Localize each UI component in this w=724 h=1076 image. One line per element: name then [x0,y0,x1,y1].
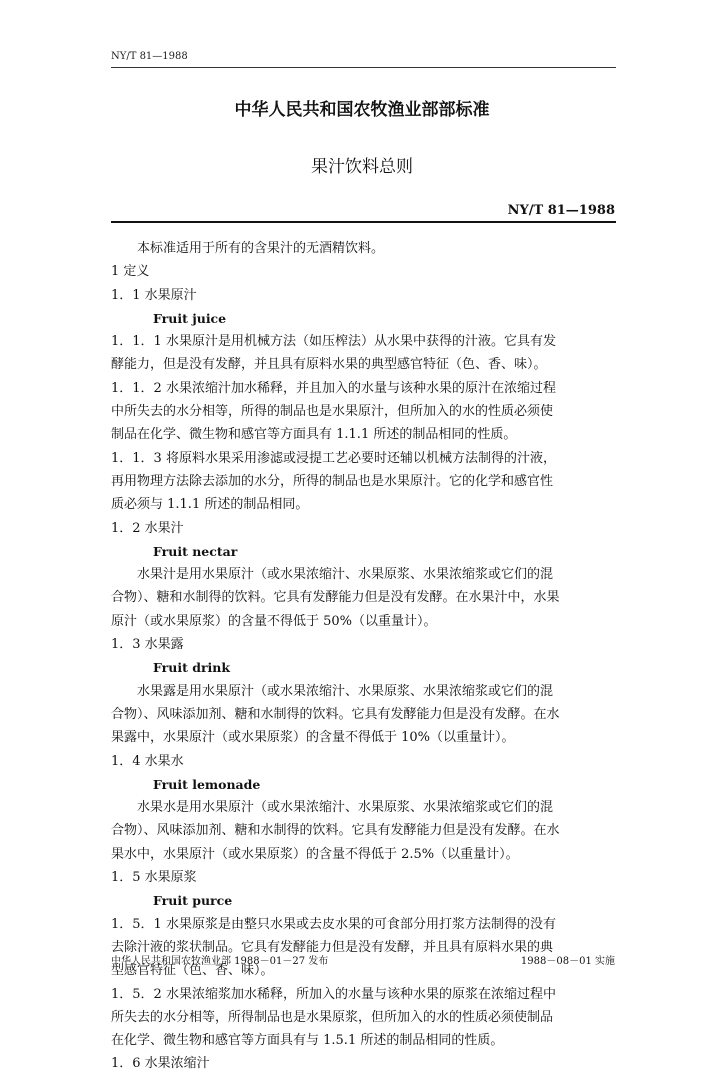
clause-line: 水果水是用水果原汁（或水果浓缩汁、水果原浆、水果浓缩浆或它们的混 [137,800,554,816]
english-term: Fruit lemonade [153,776,261,792]
clause-line: 水果汁是用水果原汁（或水果浓缩汁、水果原浆、水果浓缩浆或它们的混 [137,567,554,583]
running-head: NY/T 81—1988 [111,51,188,62]
header-divider [111,67,616,68]
clause-line: 合物）、风味添加剂、糖和水制得的饮料。它具有发酵能力但是没有发酵。在水 [111,706,560,722]
scope-paragraph: 本标准适用于所有的含果汁的无酒精饮料。 [137,241,385,256]
clause-line: 1．5．1 水果原浆是由整只水果或去皮水果的可食部分用打浆方法制得的没有 [111,916,556,932]
section-heading: 1 定义 [111,264,150,280]
title-divider [111,221,616,223]
clause-line: 合物）、糖和水制得的饮料。它具有发酵能力但是没有发酵。在水果汁中，水果 [111,590,560,606]
clause-line: 1．1．1 水果原汁是用机械方法（如压榨法）从水果中获得的汁液。它具有发 [111,334,556,350]
english-term: Fruit nectar [153,543,238,559]
issuing-authority-title: 中华人民共和国农牧渔业部部标准 [234,100,490,120]
standard-number: NY/T 81—1988 [507,203,615,218]
document-title: 果汁饮料总则 [311,157,413,177]
clause-line: 再用物理方法除去添加的水分，所得的制品也是水果原汁。它的化学和感官性 [111,473,554,489]
clause-line: 1．1．2 水果浓缩汁加水稀释，并且加入的水量与该种水果的原汁在浓缩过程 [111,380,556,396]
clause-line: 1．1．3 将原料水果采用渗滤或浸提工艺必要时还辅以机械方法制得的汁液， [111,450,556,466]
english-term: Fruit drink [153,660,231,676]
clause-line: 果露中，水果原汁（或水果原浆）的含量不得低于 10%（以重量计）。 [111,730,515,746]
issue-date: 中华人民共和国农牧渔业部 1988－01－27 发布 [111,956,329,967]
english-term: Fruit juice [153,310,227,326]
clause-line: 制品在化学、微生物和感官等方面具有 1.1.1 所述的制品相同的性质。 [111,427,517,443]
clause-line: 合物）、风味添加剂、糖和水制得的饮料。它具有发酵能力但是没有发酵。在水 [111,823,560,839]
clause-line: 所失去的水分相等，所得制品也是水果原浆，但所加入的水的性质必须使制品 [111,1009,554,1025]
clause-line: 果水中，水果原汁（或水果原浆）的含量不得低于 2.5%（以重量计）。 [111,846,519,862]
clause-line: 1．5．2 水果浓缩浆加水稀释，所加入的水量与该种水果的原浆在浓缩过程中 [111,986,556,1002]
document-body [111,237,616,1076]
subsection-heading: 1．6 水果浓缩汁 [111,1056,210,1072]
subsection-heading: 1．5 水果原浆 [111,870,197,886]
clause-line: 在化学、微生物和感官等方面具有与 1.5.1 所述的制品相同的性质。 [111,1033,504,1049]
subsection-heading: 1．4 水果水 [111,753,184,769]
effective-date: 1988－08－01 实施 [520,956,615,967]
clause-line: 型感官特征（色、香、味）。 [111,963,274,979]
english-term: Fruit purce [153,893,233,909]
clause-line: 酵能力，但是没有发酵，并且具有原料水果的典型感官特征（色、香、味）。 [111,357,547,373]
clause-line: 中所失去的水分相等，所得的制品也是水果原汁，但所加入的水的性质必须使 [111,404,554,420]
clause-line: 水果露是用水果原汁（或水果浓缩汁、水果原浆、水果浓缩浆或它们的混 [137,683,554,699]
clause-line: 去除汁液的浆状制品。它具有发酵能力但是没有发酵，并且具有原料水果的典 [111,939,554,955]
clause-line: 质必须与 1.1.1 所述的制品相同。 [111,497,309,513]
subsection-heading: 1．3 水果露 [111,637,184,653]
clause-line: 原汁（或水果原浆）的含量不得低于 50%（以重量计）。 [111,613,437,629]
subsection-heading: 1．2 水果汁 [111,520,184,536]
subsection-heading: 1．1 水果原汁 [111,287,197,303]
